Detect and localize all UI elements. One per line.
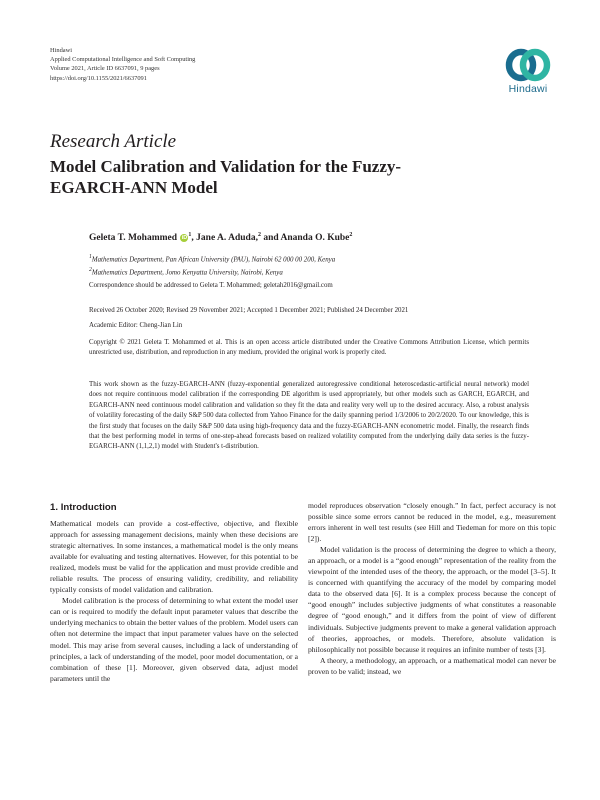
affiliations xyxy=(89,252,529,279)
affiliation-mark: 1 xyxy=(89,254,92,260)
right-column xyxy=(308,500,556,677)
section-heading xyxy=(50,502,117,513)
section-number: 1. xyxy=(50,502,59,513)
affiliation-text: Mathematics Department, Pan African University (PAU), Nairobi 62 000 00 200, Kenya xyxy=(91,256,336,264)
copyright-notice: Copyright © 2021 Geleta T. Mohammed et al. This is an open access article distributed under the Creative Commons Attribution License, which permits unrestricted use, distribution, and reproduction in any medium, provided the original work is properly cited. xyxy=(89,339,529,357)
body-paragraph: Model calibration is the process of determining to what extent the model user can or is required to modify the default input parameter values that describe the underlying mechanics to obtain the better values of the problem. Model users can often not determine the impact that input parameter values have on the selected model. This may arise from several causes, including a lack of understanding of principles, a lack of understanding of the model, poor model documentation, or a combination of these [1]. Moreover, given observed data, adjust model parameters until the xyxy=(50,596,298,683)
academic-editor: Academic Editor: Cheng-Jian Lin xyxy=(89,322,183,329)
author-name: Jane A. Aduda, xyxy=(196,233,258,244)
section-title: Introduction xyxy=(60,502,117,513)
hindawi-logo-icon xyxy=(505,46,551,84)
hindawi-logo xyxy=(492,46,564,104)
author-affiliation-mark: 1 xyxy=(188,232,192,238)
affiliation-mark: 2 xyxy=(89,267,92,274)
body-paragraph: model reproduces observation “closely enough.” In fact, perfect accuracy is not possible since some errors cannot be reduced in the model, e.g., measurement errors inherent in well test results (see Hill and Tiedeman for more on this topic [2]). xyxy=(308,501,556,544)
orcid-icon[interactable]: iD xyxy=(181,235,188,242)
affiliation xyxy=(89,252,529,265)
article-type: Research Article xyxy=(50,131,177,152)
left-column xyxy=(50,518,298,684)
affiliation xyxy=(89,265,529,278)
affiliation-text: Mathematics Department, Jomo Kenyatta University, Nairobi, Kenya xyxy=(91,269,283,277)
publication-dates: Received 26 October 2020; Revised 29 November 2021; Accepted 1 December 2021; Published 24 December 2021 xyxy=(89,307,409,314)
author-affiliation-mark: 2 xyxy=(257,232,261,238)
author-affiliation-mark: 2 xyxy=(349,232,353,238)
correspondence: Correspondence should be addressed to Geleta T. Mohammed; geletah2016@gmail.com xyxy=(89,282,333,289)
journal-name: Applied Computational Intelligence and Soft Computing xyxy=(50,56,196,64)
journal-volume: Volume 2021, Article ID 6637091, 9 pages xyxy=(50,65,160,73)
body-paragraph: Mathematical models can provide a cost-effective, objective, and flexible approach for assessing management decisions, mainly when these decisions are strategic alternatives. In some instances, a mathematical model is the only means available for evaluating and testing alternatives. However, for this potential to be realized, models must be valid for the application and must provide credible and reliable results. The process of ensuring validity, credibility, and reliability typically consists of model validation and calibration. xyxy=(50,519,298,595)
article-title: Model Calibration and Validation for the Fuzzy-EGARCH-ANN Model xyxy=(50,157,402,197)
journal-doi-link[interactable]: https://doi.org/10.1155/2021/6637091 xyxy=(50,74,147,82)
body-paragraph: Model validation is the process of determining the degree to which a theory, an approach, or a model is a “good enough” representation of the reality from the viewpoint of the intended uses of the theory, the approach, or the model [3–5]. It is concerned with quantifying the accuracy of the model by comparing model data to the observed data [6]. It is a complex process because the concept of “good enough” includes subjective judgments of what constitutes a reasonable degree of “good enough,” and it differs from the point of view of different individuals. Subjective judgments prevent to make a general validation approach of theories, approaches, or models. Therefore, absolute validation is philosophically not possible because it requires an infinite number of tests [3]. xyxy=(308,545,556,654)
abstract: This work shown as the fuzzy-EGARCH-ANN (fuzzy-exponential generalized autoregressive conditional heteroscedastic-artificial neural network) model does not require continuous model calibration if the corresponding DE algorithm is used appropriately, but other models such as GARCH, EGARCH, and EGARCH-ANN need continuous model calibration and validation so they fit the data and reality very well up to the desired accuracy. Also, a robust analysis of volatility forecasting of the daily S&P 500 data collected from Yahoo Finance for the daily spanning period 1/3/2006 to 20/2/2020. To our knowledge, this is the first study that focuses on the daily S&P 500 data using high-frequency data and the fuzzy-EGARCH-ANN econometric model. Finally, the research finds that the best performing model in terms of one-step-ahead forecasts based on realized volatility computed from the underlying daily data series is the fuzzy-EGARCH-ANN (1,1,2,1) model with Student's t-distribution. xyxy=(89,381,529,451)
author-name: Geleta T. Mohammed xyxy=(89,233,178,244)
body-paragraph: A theory, a methodology, an approach, or a mathematical model can never be proven to be valid; instead, we xyxy=(308,655,556,676)
author-list: Geleta T. Mohammed $iD^1$, Jane A. Aduda,$^2$ and Ananda O. Kube$^2$ xyxy=(89,232,353,244)
hindawi-logo-wordmark: Hindawi xyxy=(508,83,548,95)
journal-header xyxy=(50,46,195,83)
author-name: and Ananda O. Kube xyxy=(263,233,350,244)
publisher-name: Hindawi xyxy=(50,47,73,54)
